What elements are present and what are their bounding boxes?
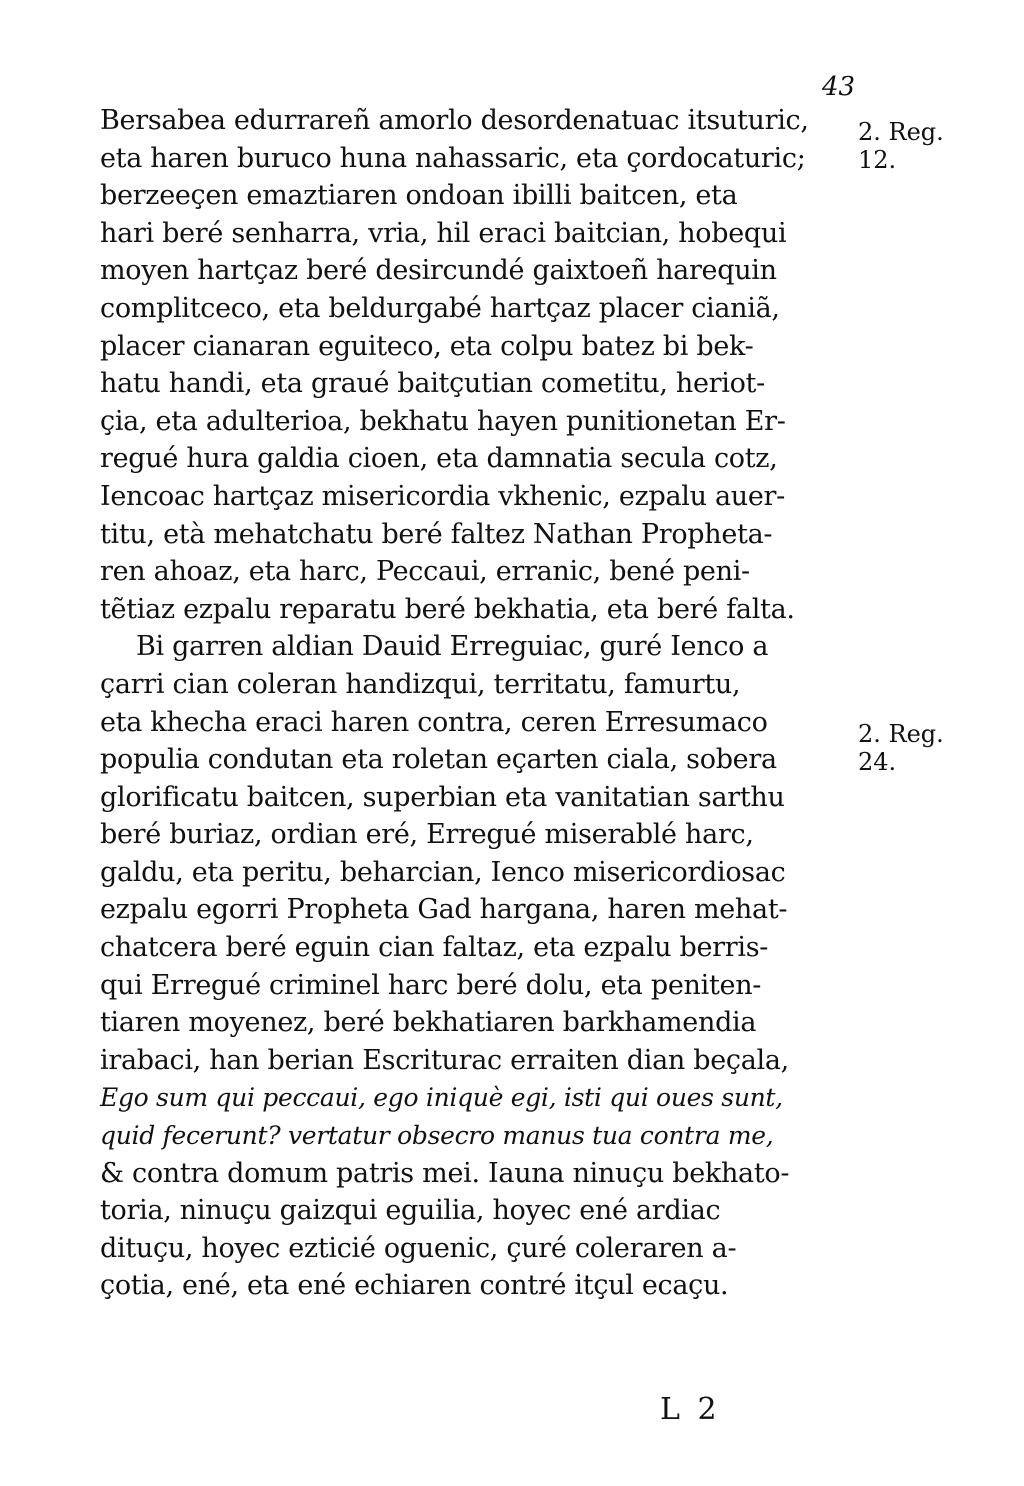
text-line: dituçu, hoyec ezticié oguenic, çuré coleraren a- — [100, 1232, 737, 1264]
text-line: çotia, ené, eta ené echiaren contré itçul ecaçu. — [100, 1270, 729, 1302]
text-line: ezpalu egorri Propheta Gad hargana, haren mehat- — [100, 894, 788, 926]
text-line: & contra domum patris mei. Iauna ninuçu bekhato- — [100, 1157, 790, 1189]
page-number: 43 — [822, 72, 856, 102]
margin-note-chapter: 12. — [858, 146, 897, 174]
latin-quote-line: Ego sum qui peccaui, ego iniquè egi, isti qui oues sunt, — [100, 1083, 783, 1113]
text-line: irabaci, han berian Escriturac erraiten dian beçala, — [100, 1044, 789, 1076]
text-line: Bersabea edurrareñ amorlo desordenatuac itsuturic, — [100, 105, 809, 136]
text-line: chatcera beré eguin cian faltaz, eta ezpalu berris- — [100, 932, 769, 964]
margin-note-reference — [858, 720, 944, 776]
text-line: beré buriaz, ordian eré, Erregué miserablé harc, — [100, 819, 754, 851]
text-line: glorificatu baitcen, superbian eta vanitatian sarthu — [100, 781, 785, 813]
latin-quote-line: quid fecerunt? vertatur obsecro manus tua contra me, — [100, 1121, 774, 1151]
text-line: eta haren buruco huna nahassaric, eta çordocaturic; — [100, 142, 806, 174]
text-line: hatu handi, eta graué baitçutian cometitu, heriot- — [100, 368, 765, 400]
text-line: çia, eta adulterioa, bekhatu hayen punitionetan Er- — [100, 405, 786, 437]
text-line: tiaren moyenez, beré bekhatiaren barkhamendia — [100, 1007, 757, 1039]
text-line: complitceco, eta beldurgabé hartçaz placer cianiã, — [100, 292, 780, 324]
margin-note-reference — [858, 118, 944, 174]
signature-mark: L 2 — [660, 1392, 721, 1427]
body-text — [100, 102, 842, 1305]
text-line: Iencoac hartçaz misericordia vkhenic, ezpalu auer- — [100, 480, 785, 512]
text-line: regué hura galdia cioen, eta damnatia secula cotz, — [100, 443, 778, 475]
margin-note-book: 2. Reg. — [858, 118, 944, 146]
text-line: berzeeçen emaztiaren ondoan ibilli baitcen, eta — [100, 180, 738, 212]
text-line: galdu, eta peritu, beharcian, Ienco misericordiosac — [100, 856, 786, 888]
text-line: populia condutan eta roletan eçarten ciala, sobera — [100, 744, 777, 776]
text-line: çarri cian coleran handizqui, territatu, famurtu, — [100, 668, 741, 700]
text-line: toria, ninuçu gaizqui eguilia, hoyec ené ardiac — [100, 1195, 721, 1227]
paragraph-start-line: Bi garren aldian Dauid Erreguiac, guré Ienco a — [136, 631, 769, 663]
margin-note-chapter: 24. — [858, 748, 897, 776]
text-line: tẽtiaz ezpalu reparatu beré bekhatia, eta beré falta. — [100, 593, 795, 625]
text-line: qui Erregué criminel harc beré dolu, eta peniten- — [100, 969, 762, 1001]
text-line: titu, età mehatchatu beré faltez Nathan Propheta- — [100, 518, 773, 550]
text-line: moyen hartçaz beré desircundé gaixtoeñ harequin — [100, 255, 777, 287]
text-line: ren ahoaz, eta harc, Peccaui, erranic, bené peni- — [100, 556, 750, 588]
margin-note-book: 2. Reg. — [858, 720, 944, 748]
text-line: eta khecha eraci haren contra, ceren Erresumaco — [100, 706, 768, 738]
text-line: placer cianaran eguiteco, eta colpu batez bi bek- — [100, 330, 754, 362]
text-line: hari beré senharra, vria, hil eraci baitcian, hobequi — [100, 217, 787, 249]
